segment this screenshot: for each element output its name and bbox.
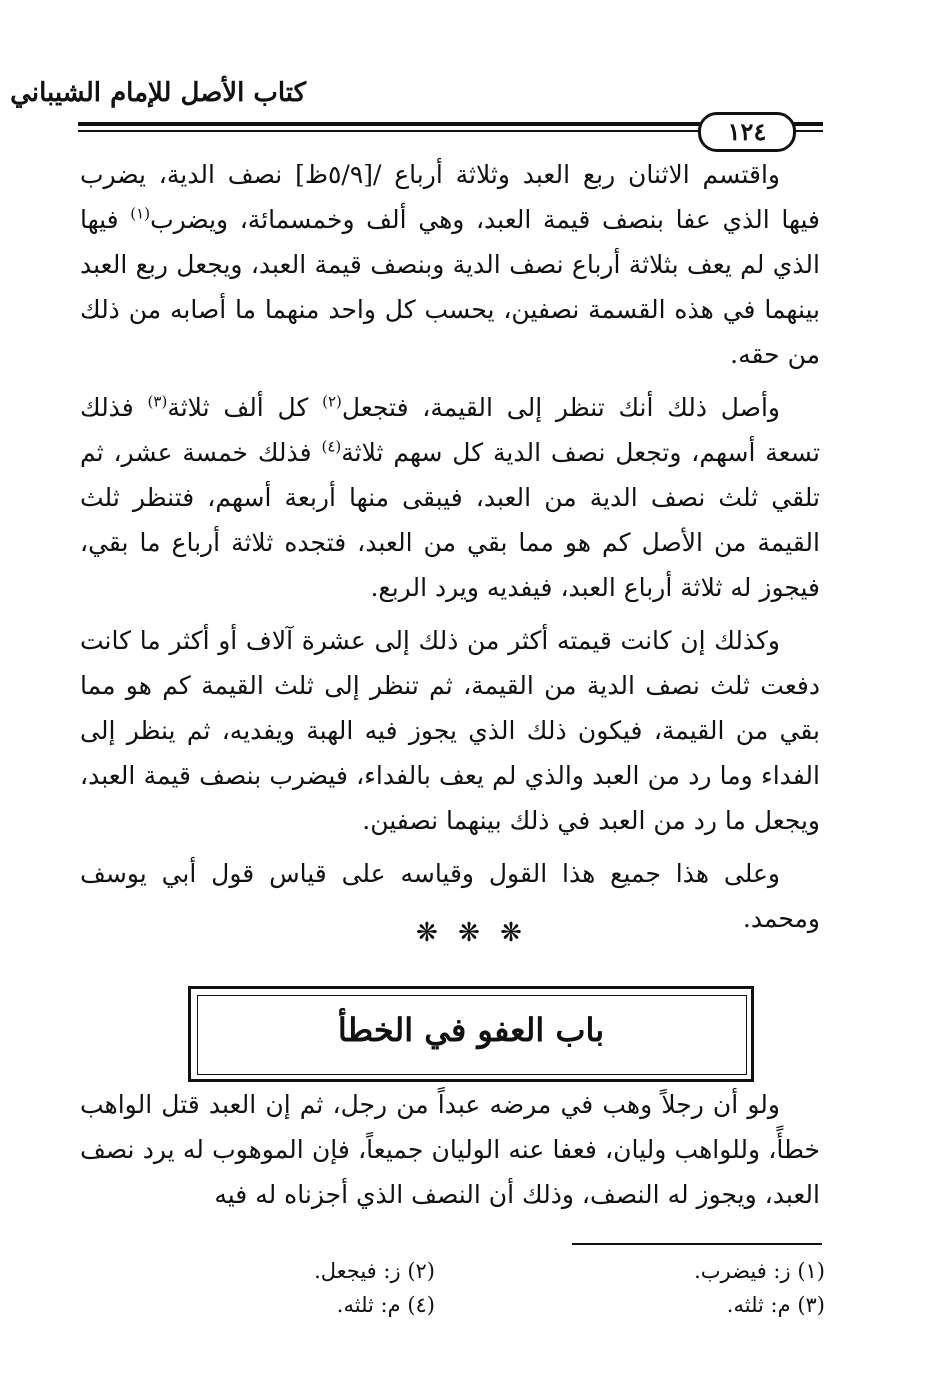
footnote-ref-1: (١): [130, 204, 151, 223]
footnote-2-number: (٢): [407, 1259, 435, 1283]
footnote-3-number: (٣): [797, 1293, 825, 1317]
footnote-2: [175, 1254, 435, 1288]
footnote-ref-4: (٤): [321, 437, 342, 456]
footnote-1-number: (١): [797, 1259, 825, 1283]
paragraph-1-part-2: فيها الذي لم يعف بثلاثة أرباع نصف الدية وبنصف قيمة العبد، ويجعل ربع العبد بينهما في هذه القسمة نصفين، يحسب كل واحد منهما ما أصابه من ذلك من حقه.: [80, 205, 820, 369]
footnote-4-text: م: ثلثه.: [336, 1293, 401, 1317]
paragraph-2-part-2: كل ألف ثلاثة: [167, 393, 323, 422]
footnote-3: [565, 1288, 825, 1322]
chapter-paragraph-1: ولو أن رجلاً وهب في مرضه عبداً من رجل، ثم إن العبد قتل الواهب خطأً، وللواهب وليان، فعفا عنه الوليان جميعاً، فإن الموهوب له يرد نصف العبد، ويجوز له النصف، وذلك أن النصف الذي أجزناه له فيه: [80, 1090, 820, 1209]
chapter-text: [80, 1082, 820, 1225]
footnote-3-text: م: ثلثه.: [726, 1293, 791, 1317]
paragraph-2: [80, 385, 820, 610]
footnote-4-number: (٤): [407, 1293, 435, 1317]
paragraph-4: وعلى هذا جميع هذا القول وقياسه على قياس قول أبي يوسف ومحمد.: [80, 859, 820, 933]
chapter-title: باب العفو في الخطأ: [337, 1011, 605, 1049]
section-separator-stars: ❋ ❋ ❋: [416, 918, 528, 948]
paragraph-2-part-3: فذلك تسعة أسهم، وتجعل نصف الدية كل سهم ثلاثة: [80, 393, 820, 467]
footnote-1: [565, 1254, 825, 1288]
paragraph-1-part-1: واقتسم الاثنان ربع العبد وثلاثة أرباع /[٥/٩ظ] نصف الدية، يضرب فيها الذي عفا بنصف قيمة العبد، وهي ألف وخمسمائة، ويضرب: [80, 160, 820, 234]
footnote-4: [175, 1288, 435, 1322]
footnote-ref-3: (٣): [147, 392, 168, 411]
running-header-title: كتاب الأصل للإمام الشيباني: [10, 78, 306, 108]
paragraph-1: [80, 152, 820, 377]
footnote-1-text: ز: فيضرب.: [694, 1259, 791, 1283]
paragraph-2-part-1: وأصل ذلك أنك تنظر إلى القيمة، فتجعل: [341, 393, 780, 422]
page-number: ١٢٤: [698, 112, 796, 152]
footnote-rule: [572, 1243, 822, 1245]
footnote-ref-2: (٢): [322, 392, 342, 411]
footnote-2-text: ز: فيجعل.: [314, 1259, 401, 1283]
main-text: [80, 152, 820, 949]
paragraph-3: وكذلك إن كانت قيمته أكثر من ذلك إلى عشرة آلاف أو أكثر ما كانت دفعت ثلث نصف الدية من القيمة، ثم تنظر إلى ثلث القيمة كم هو مما بقي من القيمة، فيكون ذلك الذي يجوز فيه الهبة ويفديه، ثم ينظر إلى الفداء وما رد من العبد والذي لم يعف بالفداء، فيضرب بنصف قيمة العبد، ويجعل ما رد من العبد في ذلك بينهما نصفين.: [80, 626, 820, 835]
paragraph-2-part-4: فذلك خمسة عشر، ثم تلقي ثلث نصف الدية من العبد، فيبقى منها أربعة أسهم، فتنظر ثلث القيمة من الأصل كم هو مما بقي من العبد، فتجده ثلاثة أرباع ما بقي، فيجوز له ثلاثة أرباع العبد، فيفديه ويرد الربع.: [80, 438, 820, 602]
